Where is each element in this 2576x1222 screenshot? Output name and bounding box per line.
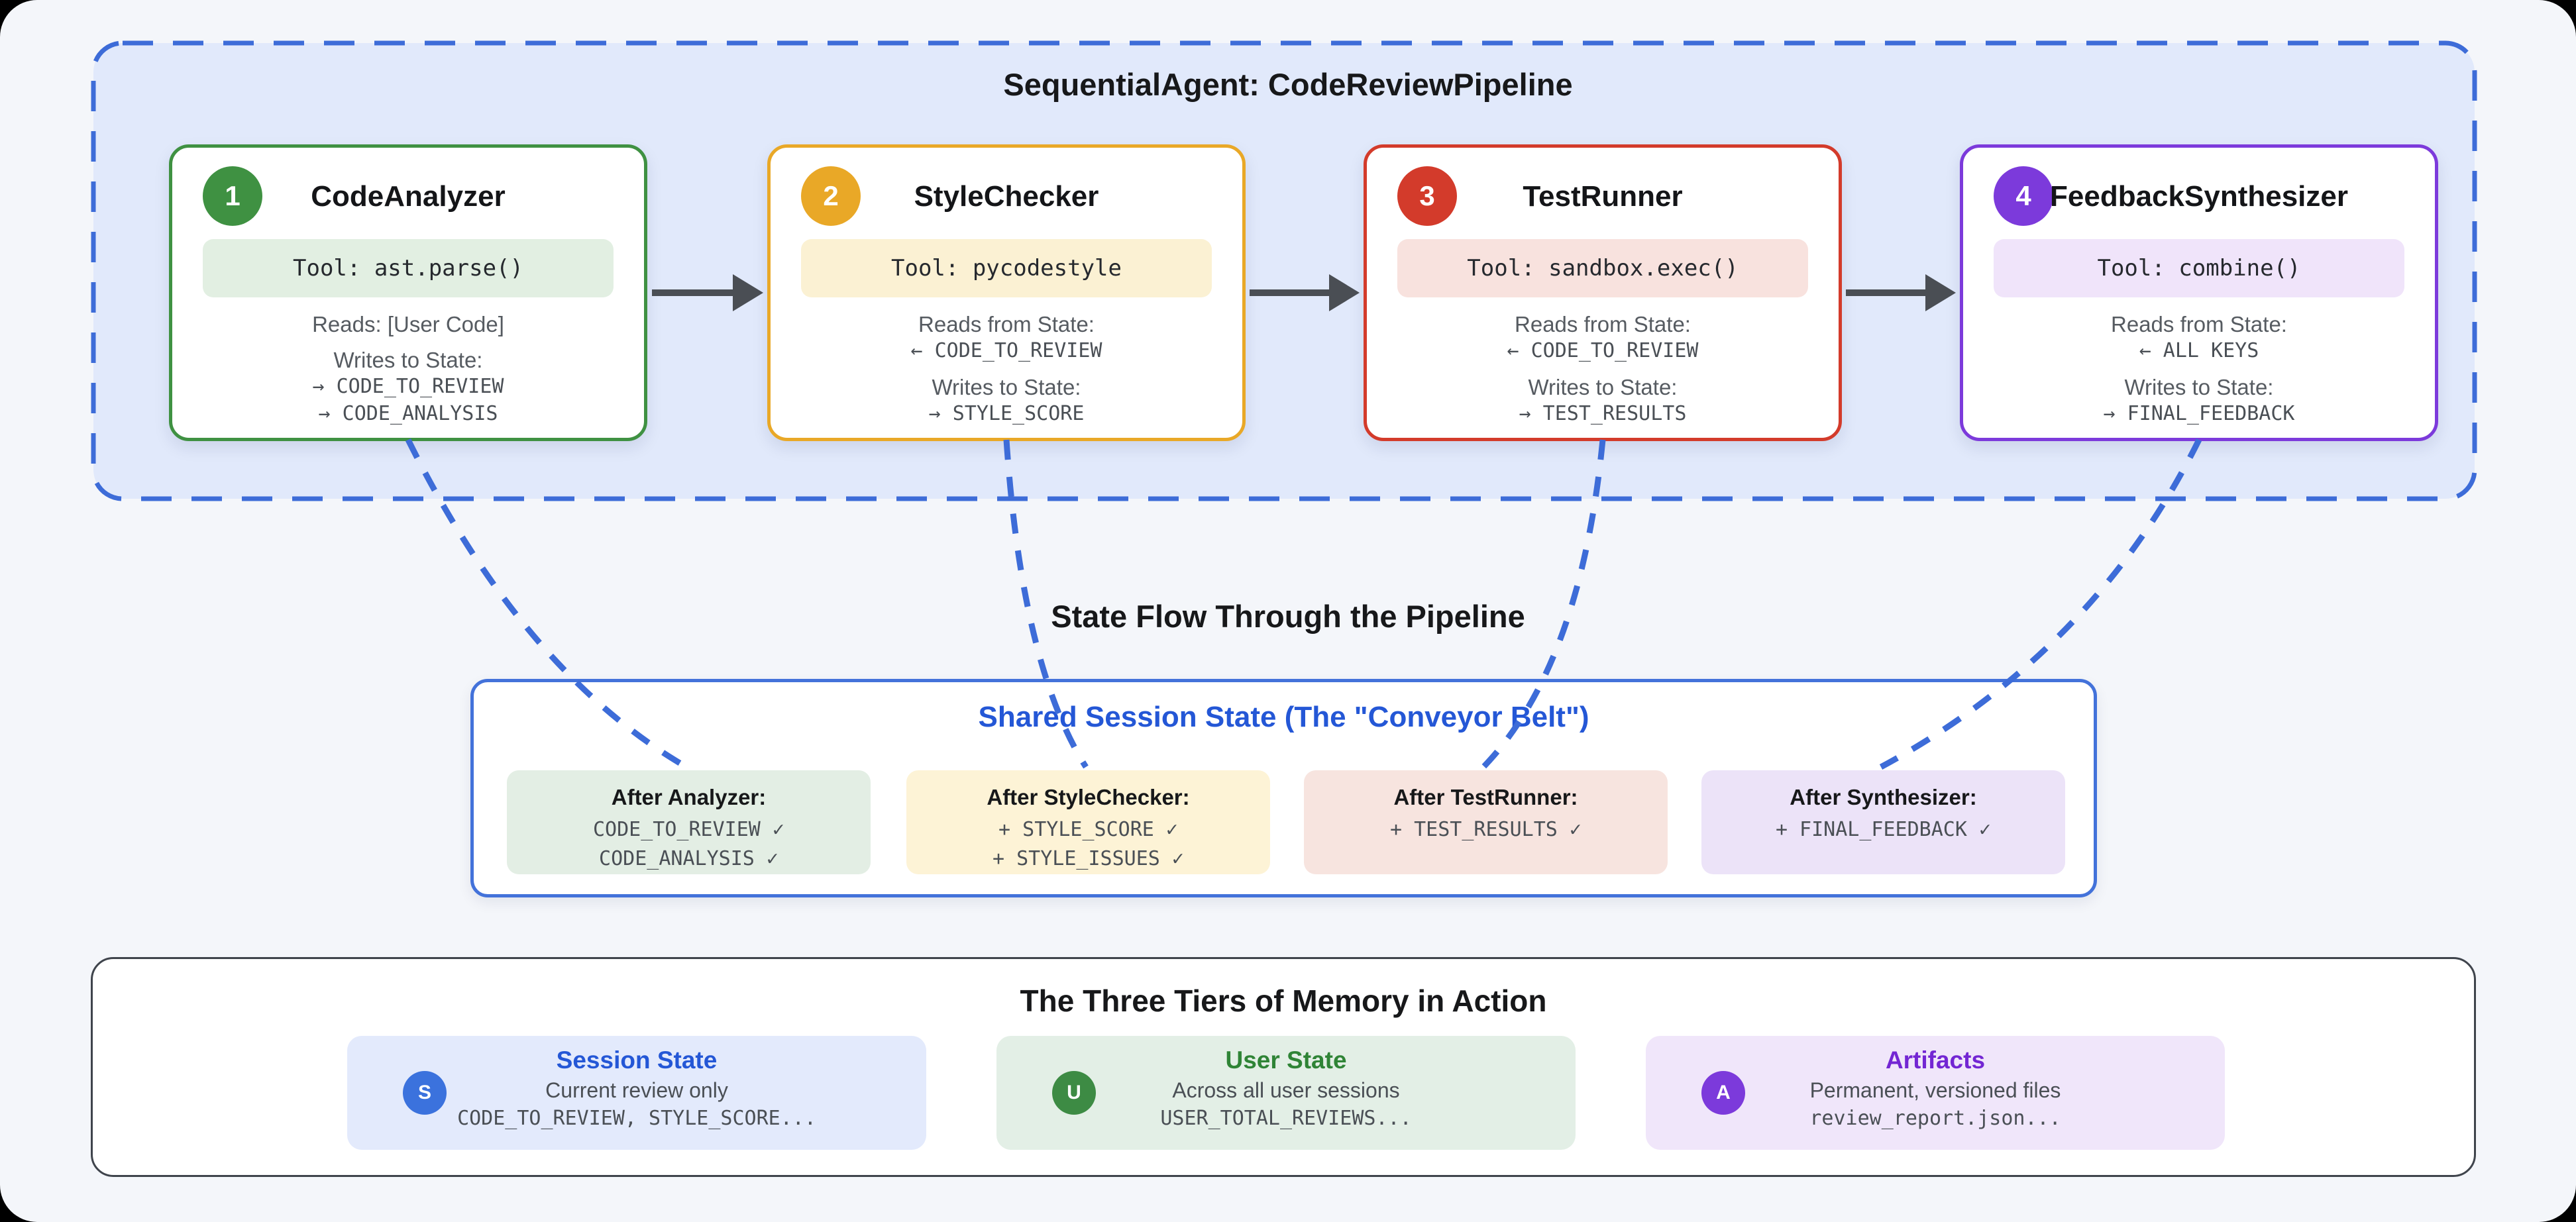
tool-pill: Tool: combine() <box>1994 239 2404 297</box>
writes-label: Writes to State: <box>2124 375 2274 399</box>
tier-title: User State <box>1225 1046 1347 1074</box>
agent-card-codeanalyzer <box>169 144 647 441</box>
agent-card-header <box>1397 168 1808 226</box>
spacer <box>203 337 614 348</box>
agent-card-feedbacksynthesizer <box>1960 144 2438 441</box>
after-stylechecker-box <box>906 770 1270 874</box>
state-key: → CODE_ANALYSIS <box>318 402 498 425</box>
agent-card-header <box>801 168 1212 226</box>
flow-arrow-icon <box>1846 274 1956 311</box>
state-key: ← ALL KEYS <box>2139 339 2259 362</box>
writes-label: Writes to State: <box>1528 375 1678 399</box>
spacer <box>801 364 1212 375</box>
arrow-shaft <box>652 289 733 296</box>
arrow-head <box>733 274 763 311</box>
user-state-badge-icon: U <box>1052 1071 1096 1115</box>
writes-label: Writes to State: <box>932 375 1081 399</box>
state-key: ← CODE_TO_REVIEW <box>1507 339 1699 362</box>
step-number-badge: 1 <box>203 166 262 226</box>
tier-code-keys: USER_TOTAL_REVIEWS... <box>1160 1107 1412 1130</box>
arrow-shaft <box>1250 289 1329 296</box>
tool-pill: Tool: pycodestyle <box>801 239 1212 297</box>
reads-label: Reads: [User Code] <box>312 312 504 336</box>
agent-name: StyleChecker <box>914 180 1099 213</box>
state-key-checked: CODE_ANALYSIS ✓ <box>599 847 778 870</box>
agent-card-header <box>1994 168 2404 226</box>
tier-subtitle: Permanent, versioned files <box>1809 1078 2061 1102</box>
after-synthesizer-box <box>1701 770 2065 874</box>
step-number-badge: 3 <box>1397 166 1457 226</box>
pipeline-title: SequentialAgent: CodeReviewPipeline <box>1003 67 1573 102</box>
tool-pill: Tool: sandbox.exec() <box>1397 239 1808 297</box>
state-key-checked: + FINAL_FEEDBACK ✓ <box>1775 818 1992 841</box>
state-key: → TEST_RESULTS <box>1519 402 1687 425</box>
step-number-badge: 2 <box>801 166 861 226</box>
after-analyzer-box <box>507 770 871 874</box>
tier-subtitle: Across all user sessions <box>1172 1078 1400 1102</box>
session-state-tier <box>347 1036 926 1150</box>
tier-title: Artifacts <box>1885 1046 1986 1074</box>
shared-session-state-box <box>470 679 2097 897</box>
tier-code-keys: CODE_TO_REVIEW, STYLE_SCORE... <box>457 1107 816 1130</box>
shared-session-state-title: Shared Session State (The "Conveyor Belt") <box>978 701 1589 733</box>
session-state-badge-icon: S <box>403 1071 447 1115</box>
memory-tiers-title: The Three Tiers of Memory in Action <box>1020 984 1547 1018</box>
user-state-tier <box>996 1036 1576 1150</box>
state-key-checked: + TEST_RESULTS ✓ <box>1390 818 1582 841</box>
state-key-checked: + STYLE_ISSUES ✓ <box>993 847 1184 870</box>
state-flow-title: State Flow Through the Pipeline <box>1051 599 1525 634</box>
artifacts-badge-icon: A <box>1701 1071 1745 1115</box>
state-key-checked: CODE_TO_REVIEW ✓ <box>593 818 784 841</box>
state-key-checked: + STYLE_SCORE ✓ <box>998 818 1178 841</box>
after-box-title: After Analyzer: <box>611 785 767 809</box>
memory-tiers-box <box>91 957 2476 1177</box>
state-key: ← CODE_TO_REVIEW <box>910 339 1102 362</box>
reads-label: Reads from State: <box>918 312 1095 336</box>
artifacts-tier <box>1646 1036 2225 1150</box>
after-box-title: After Synthesizer: <box>1790 785 1977 809</box>
arrow-head <box>1329 274 1360 311</box>
reads-label: Reads from State: <box>2111 312 2287 336</box>
agent-card-stylechecker <box>767 144 1246 441</box>
state-key: → CODE_TO_REVIEW <box>312 375 504 398</box>
agent-card-header <box>203 168 614 226</box>
spacer <box>1994 364 2404 375</box>
state-key: → STYLE_SCORE <box>928 402 1085 425</box>
after-box-title: After StyleChecker: <box>987 785 1190 809</box>
flow-arrow-icon <box>652 274 763 311</box>
spacer <box>1397 364 1808 375</box>
after-testrunner-box <box>1304 770 1668 874</box>
arrow-head <box>1925 274 1956 311</box>
after-box-title: After TestRunner: <box>1393 785 1578 809</box>
agent-name: TestRunner <box>1523 180 1683 213</box>
reads-label: Reads from State: <box>1515 312 1691 336</box>
writes-label: Writes to State: <box>333 348 483 372</box>
agent-name: FeedbackSynthesizer <box>2050 180 2348 213</box>
tool-pill: Tool: ast.parse() <box>203 239 614 297</box>
agent-name: CodeAnalyzer <box>311 180 506 213</box>
tier-title: Session State <box>556 1046 718 1074</box>
agent-card-testrunner <box>1364 144 1842 441</box>
step-number-badge: 4 <box>1994 166 2053 226</box>
flow-arrow-icon <box>1250 274 1360 311</box>
tier-subtitle: Current review only <box>545 1078 728 1102</box>
arrow-shaft <box>1846 289 1925 296</box>
tier-code-keys: review_report.json... <box>1809 1107 2061 1130</box>
state-key: → FINAL_FEEDBACK <box>2103 402 2295 425</box>
